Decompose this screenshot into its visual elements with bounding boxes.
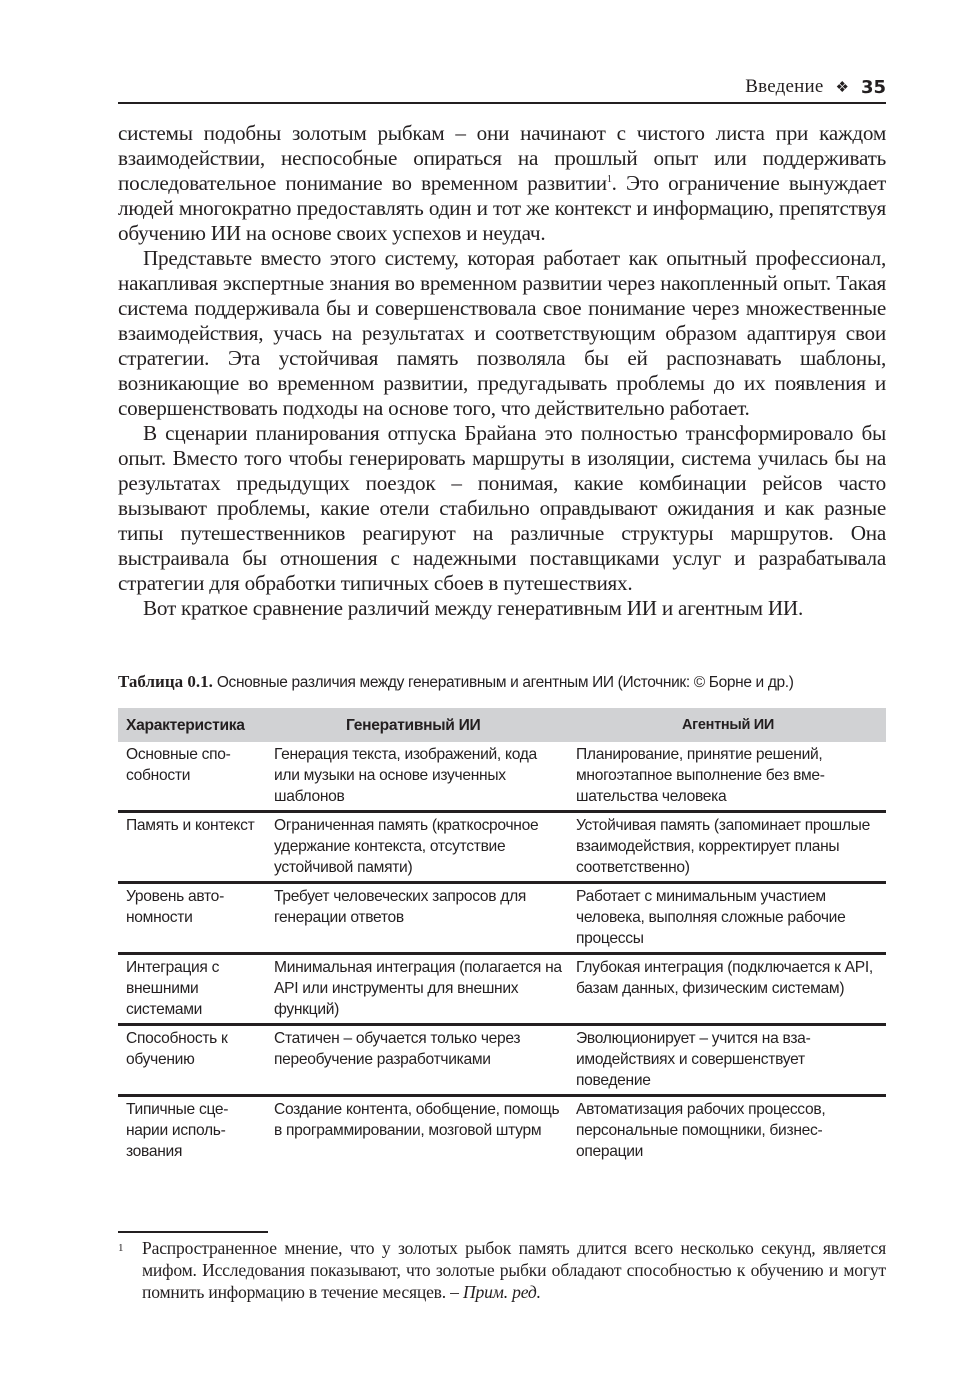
page-number: 35 bbox=[860, 76, 886, 98]
footnote-body: Распространенное мнение, что у золотых рыбок память длится всего несколько секунд, является мифом. Исследования показывают, что золотые рыбки обладают способностью к обучению и могут помнить информацию в течение месяцев. – bbox=[142, 1238, 886, 1302]
header-generative-ai-label: Генеративный ИИ bbox=[346, 716, 481, 734]
footnote-rule bbox=[118, 1231, 268, 1233]
table-row bbox=[118, 812, 886, 883]
cell-generative-ai: Минимальная интеграция (полагается на API или инструменты для внешних функций) bbox=[266, 954, 570, 1025]
table-row bbox=[118, 1096, 886, 1166]
header-agentic-ai: Агентный ИИ bbox=[570, 708, 886, 742]
paragraph-text: системы подобны золотым рыбкам – они начинают с чистого листа при каждом взаимодействии, неспособные опираться на прошлый опыт или поддерживать последовательное понимание во временном развитии bbox=[118, 121, 886, 195]
table-row bbox=[118, 742, 886, 812]
table-row bbox=[118, 1025, 886, 1096]
table-row bbox=[118, 954, 886, 1025]
cell-agentic-ai: Работает с минимальным участием человека, выполняя сложные рабочие процессы bbox=[570, 883, 886, 954]
body-text bbox=[118, 121, 886, 621]
paragraph-1 bbox=[118, 121, 886, 246]
section-title: Введение bbox=[745, 76, 824, 97]
table-caption-text: Основные различия между генеративным и агентным ИИ (Источник: © Борне и др.) bbox=[212, 674, 794, 691]
table-caption bbox=[118, 672, 886, 692]
footnote-text bbox=[142, 1237, 886, 1303]
ornament-icon: ❖ bbox=[835, 78, 849, 96]
table-row bbox=[118, 883, 886, 954]
table-caption-label: Таблица 0.1. bbox=[118, 672, 213, 691]
paragraph-4: Вот краткое сравнение различий между генеративным ИИ и агентным ИИ. bbox=[143, 596, 803, 620]
cell-agentic-ai: Глубокая интеграция (подключается к API, базам данных, физическим системам) bbox=[570, 954, 886, 1025]
header-rule bbox=[118, 102, 886, 104]
cell-generative-ai: Ограниченная память (краткосрочное удержание контекста, отсутствие устойчивой памяти) bbox=[266, 812, 570, 883]
cell-characteristic: Уровень автономности bbox=[118, 883, 266, 954]
header-characteristic: Характеристика bbox=[118, 708, 266, 742]
cell-generative-ai: Статичен – обучается только через переобучение разработчиками bbox=[266, 1025, 570, 1096]
paragraph-3: В сценарии планирования отпуска Брайана это полностью трансформировало бы опыт. Вместо того чтобы генерировать маршруты в изоляции, система училась бы на результатах предыдущих поездок – понимая, какие комбинации рейсов часто вызывают проблемы, какие отели стабильно оправдывают ожидания и как разные типы путешественников реагируют на различные структуры маршрутов. Она выстраивала бы отношения с надежными поставщиками услуг и разрабатывала стратегии для обработки типичных сбоев в путешествиях. bbox=[118, 421, 886, 595]
editor-note: Прим. ред. bbox=[462, 1282, 541, 1302]
cell-characteristic: Способность к обучению bbox=[118, 1025, 266, 1096]
cell-characteristic: Основные способности bbox=[118, 742, 266, 812]
cell-agentic-ai: Устойчивая память (запоминает прошлые взаимодействия, корректирует планы соответственно) bbox=[570, 812, 886, 883]
running-head bbox=[745, 76, 886, 98]
comparison-table bbox=[118, 708, 886, 1165]
cell-characteristic: Память и контекст bbox=[118, 812, 266, 883]
cell-agentic-ai: Автоматизация рабочих процессов, персональные помощники, бизнес-операции bbox=[576, 1101, 826, 1160]
cell-agentic-ai: Планирование, принятие решений, многоэтапное выполнение без вмешательства человека bbox=[570, 742, 886, 812]
footnote-number: 1 bbox=[118, 1242, 124, 1254]
cell-characteristic: Интеграция с внешними системами bbox=[118, 954, 266, 1025]
cell-generative-ai: Создание контента, обобщение, помощь в программировании, мозговой штурм bbox=[274, 1101, 560, 1139]
footnote bbox=[118, 1237, 886, 1303]
paragraph-text: . Это ограничение вынуждает людей многократно предоставлять один и тот же контекст и информацию, препятствуя обучению ИИ на основе своих успехов и неудач. bbox=[118, 171, 886, 245]
cell-generative-ai: Генерация текста, изображений, кода или музыки на основе изученных шаблонов bbox=[266, 742, 570, 812]
cell-generative-ai: Требует человеческих запросов для генерации ответов bbox=[266, 883, 570, 954]
cell-characteristic: Типичные сценарии использования bbox=[126, 1101, 229, 1160]
cell-agentic-ai: Эволюционирует – учится на взаимодействиях и совершенствует поведение bbox=[570, 1025, 886, 1096]
table-header-row bbox=[118, 708, 886, 742]
header-generative-ai bbox=[266, 708, 570, 742]
footnote-ref[interactable]: 1 bbox=[606, 174, 612, 185]
paragraph-2: Представьте вместо этого систему, которая работает как опытный профессионал, накапливая экспертные знания во временном развитии через накопленный опыт. Такая система поддерживала бы и совершенствовала свое понимание через множественные взаимодействия, учась на результатах и соответствующим образом адаптируя свои стратегии. Эта устойчивая память позволяла бы ей распознавать шаблоны, возникающие во временном развитии, предугадывать проблемы до их появления и совершенствовать подходы на основе того, что действительно работает. bbox=[118, 246, 886, 420]
